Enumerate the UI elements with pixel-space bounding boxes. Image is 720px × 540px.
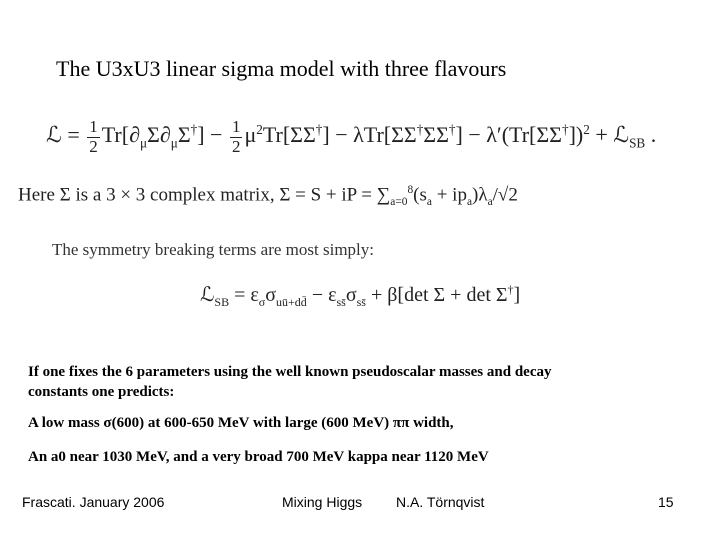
slide-title: The U3xU3 linear sigma model with three flavours bbox=[56, 56, 507, 81]
symmetry-breaking-intro: The symmetry breaking terms are most simply: bbox=[52, 240, 374, 259]
sigma-prediction: A low mass σ(600) at 600-650 MeV with large (600 MeV) ππ width, bbox=[28, 415, 454, 431]
prediction-line-1: If one fixes the 6 parameters using the well known pseudoscalar masses and decay bbox=[28, 364, 552, 380]
prediction-line-2: constants one predicts: bbox=[28, 384, 175, 400]
footer-date: Frascati. January 2006 bbox=[22, 494, 165, 510]
footer-author: N.A. Törnqvist bbox=[396, 494, 485, 510]
prediction-paragraph bbox=[28, 362, 551, 402]
sigma-definition: Here Σ is a 3 × 3 complex matrix, Σ = S + iP = $\sum_{a=0}^8(s_a + ip_a)\lambda_a/√2$ bbox=[18, 184, 518, 209]
footer-page-number: 15 bbox=[658, 494, 674, 510]
symmetry-breaking-equation: ℒ$_{SB}$ = $\varepsilon_\sigma\sigma_{uū+dd̄} - \varepsilon_{ss̄}\sigma_{ss̄} + \beta[\det$ Σ + det Σ†] bbox=[200, 282, 521, 309]
lagrangian-equation: ℒ = $\frac{1}{2}$ $Tr[\partial_\mu\Sigma\partial_\mu\Sigma^\dagger]$ − $\frac{1}{2}$ $\mu^2Tr[\Sigma\Sigma^\dagger] - \lambda Tr[\Sigma\Sigma^\dagger\Sigma\Sigma^\dagger] - \lambda'(Tr[\Sigma\Sigma^\dagger])^2$ + ℒ$_{SB}$ . bbox=[46, 117, 657, 156]
fraction-half: $\frac{1}{2}$ bbox=[89, 117, 98, 156]
a0-kappa-prediction: An a0 near 1030 MeV, and a very broad 700 MeV kappa near 1120 MeV bbox=[28, 449, 489, 465]
fraction-half-2: $\frac{1}{2}$ bbox=[231, 117, 241, 156]
footer-title: Mixing Higgs bbox=[282, 494, 363, 510]
